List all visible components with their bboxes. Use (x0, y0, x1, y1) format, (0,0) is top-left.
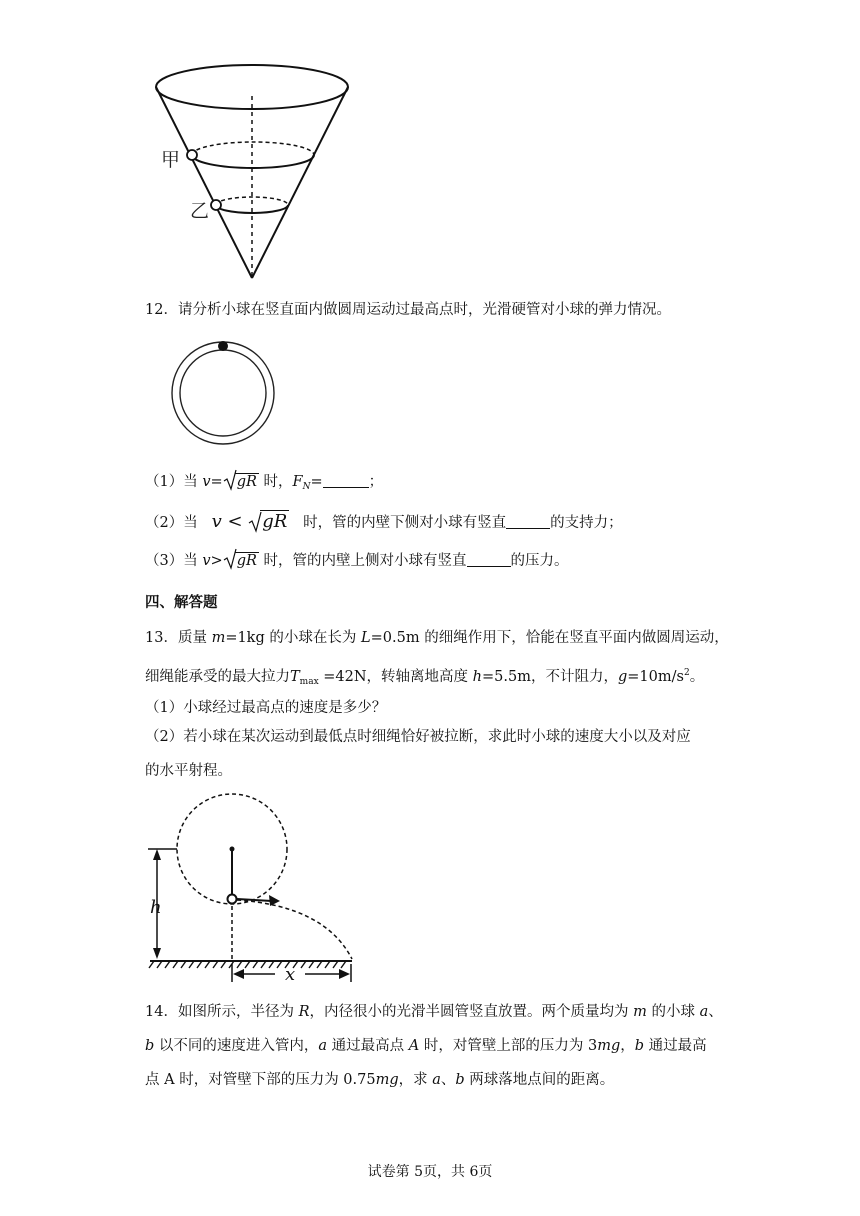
section-heading: 四、解答题 (145, 595, 218, 611)
label-x: x (285, 964, 296, 983)
q13-sub2a: （2）若小球在某次运动到最低点时细绳恰好被拉断，求此时小球的速度大小以及对应 (145, 729, 691, 745)
q12-part2: （2）当 v < gR 时，管的内壁下侧对小球有竖直 的支持力； (145, 511, 623, 532)
cone-figure (150, 60, 360, 285)
q13-line2: 细绳能承受的最大拉力$T_{max} =42N$，转轴离地高度 h=5.5m，不计阻力，$g=10m/s^2$。 (145, 668, 705, 687)
q12-part3: （3）当 v> gR 时，管的内壁上侧对小球有竖直 的压力。 (145, 551, 569, 571)
q14-line1: 14．如图所示，半径为 R，内径很小的光滑半圆管竖直放置。两个质量均为 m 的小球 a、 (145, 1004, 723, 1020)
q12-stem: 12．请分析小球在竖直面内做圆周运动过最高点时，光滑硬管对小球的弹力情况。 (145, 302, 671, 318)
label-h: h (150, 897, 162, 918)
blank-3[interactable] (467, 552, 511, 567)
q14-line2: b 以不同的速度进入管内，a 通过最高点 A 时，对管壁上部的压力为 3mg，b 通过最高 (145, 1038, 707, 1054)
ring-figure (164, 338, 284, 448)
q13-sub2b: 的水平射程。 (145, 763, 232, 779)
label-jia: 甲 (161, 149, 181, 171)
q13-line1: 13．质量 m=1kg 的小球在长为 L=0.5m 的细绳作用下，恰能在竖直平面内做圆周运动， (145, 630, 729, 646)
ball-jia (187, 150, 197, 160)
q13-sub1: （1）小球经过最高点的速度是多少？ (145, 700, 387, 716)
blank-1[interactable] (323, 473, 369, 488)
page-footer: 试卷第 5页，共 6页 (367, 1164, 493, 1180)
q12-part1: （1）当 v= gR 时，$F_N=$ ； (145, 472, 383, 497)
ball-top (218, 341, 228, 351)
label-yi: 乙 (190, 200, 210, 222)
ball-bottom (228, 895, 237, 904)
q14-line3: 点 A 时，对管壁下部的压力为 0.75mg，求 a、b 两球落地点间的距离。 (145, 1072, 615, 1088)
ball-yi (211, 200, 221, 210)
projectile-figure (145, 788, 365, 983)
blank-2[interactable] (506, 514, 550, 529)
